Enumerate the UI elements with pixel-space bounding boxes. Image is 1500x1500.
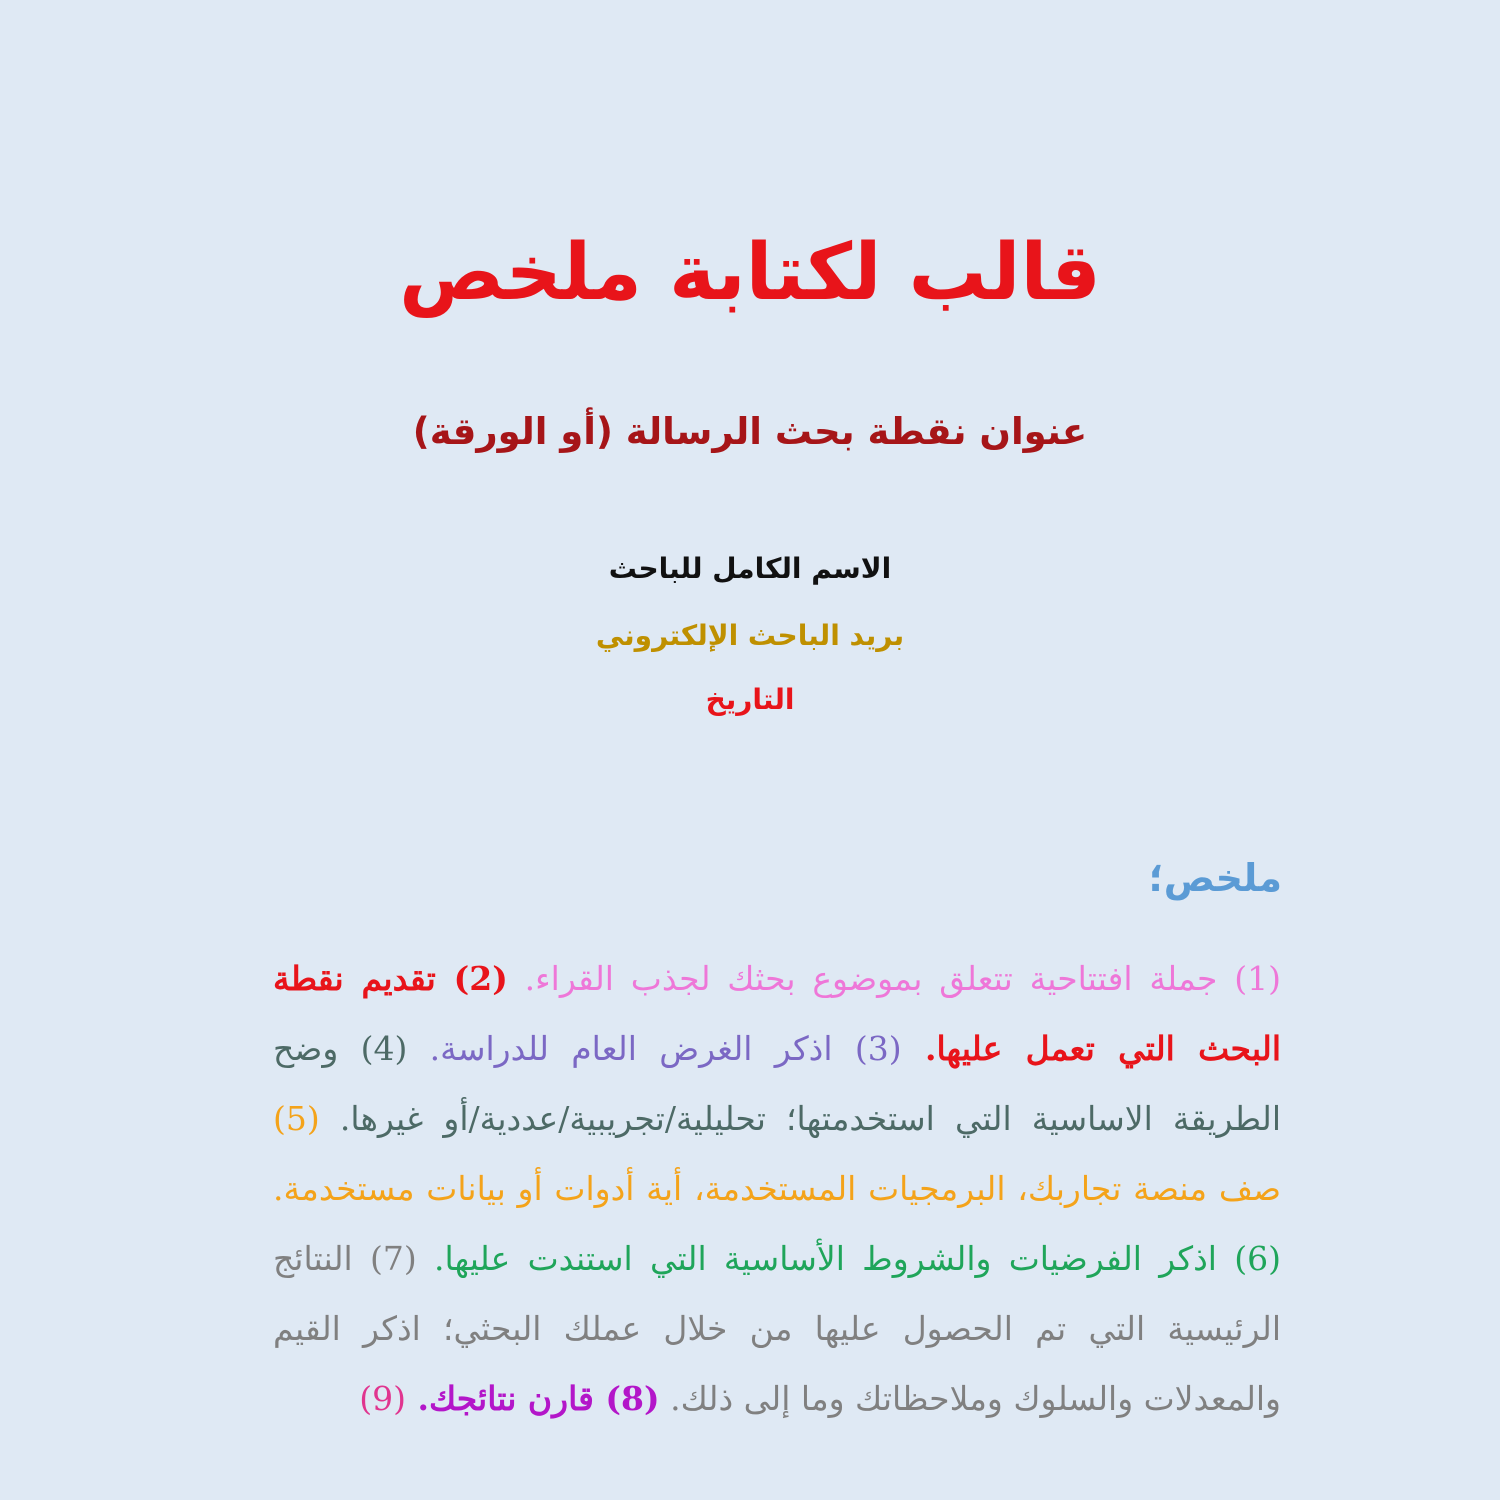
author-name: الاسم الكامل للباحث (608, 552, 892, 585)
abstract-heading: ملخص؛ (1148, 856, 1282, 900)
abstract-segment-9: (9) (359, 1379, 406, 1418)
abstract-segment-3: (3) اذكر الغرض العام للدراسة. (407, 1029, 902, 1068)
document-title: قالب لكتابة ملخص (399, 228, 1101, 318)
abstract-segment-1: (1) جملة افتتاحية تتعلق بموضوع بحثك لجذب القراء. (507, 959, 1281, 998)
abstract-segment-5: (5) صف منصة تجاربك، البرمجيات المستخدمة، أية أدوات أو بيانات مستخدمة. (273, 1099, 1281, 1208)
abstract-body (273, 944, 1281, 1434)
document-date: التاريخ (705, 683, 795, 716)
abstract-segment-6: (6) اذكر الفرضيات والشروط الأساسية التي استندت عليها. (416, 1239, 1281, 1278)
abstract-segment-8: (8) قارن نتائجك. (405, 1379, 660, 1418)
abstract-segment-7: (7) النتائج الرئيسية التي تم الحصول عليها من خلال عملك البحثي؛ اذكر القيم والمعدلات والسلوك وملاحظاتك وما إلى ذلك. (273, 1239, 1281, 1418)
document-subtitle: عنوان نقطة بحث الرسالة (أو الورقة) (412, 410, 1088, 453)
author-email: بريد الباحث الإلكتروني (595, 619, 905, 652)
abstract-segment-4: (4) وضح الطريقة الاساسية التي استخدمتها؛ تحليلية/تجريبية/عددية/أو غيرها. (273, 1029, 1281, 1138)
abstract-segment-2: (2) تقديم نقطة البحث التي تعمل عليها. (273, 959, 1281, 1068)
